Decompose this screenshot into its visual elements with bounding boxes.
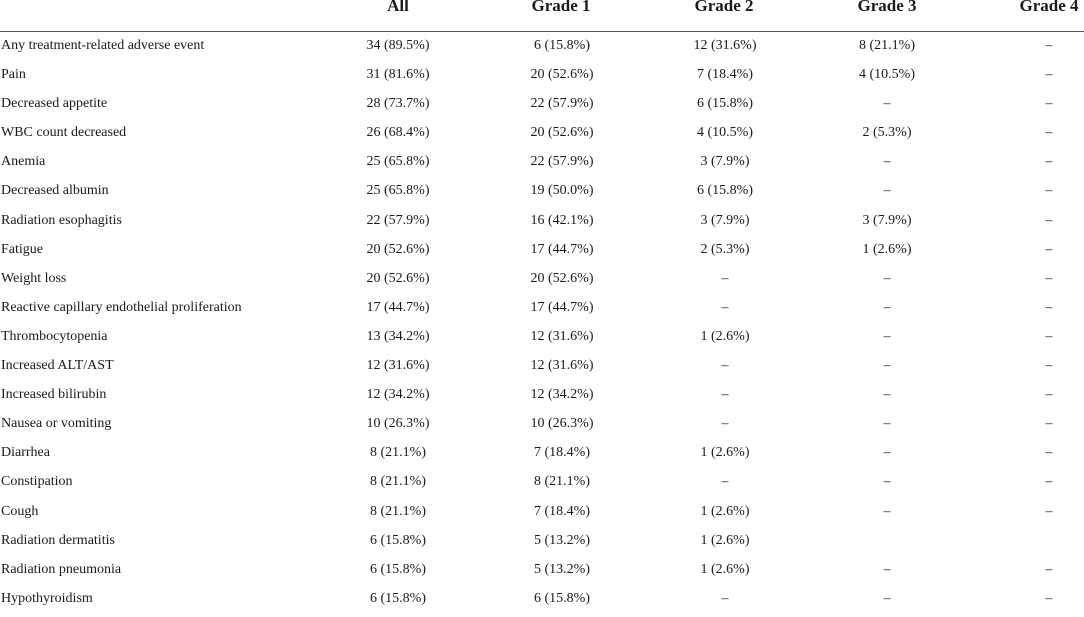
grade-1-count: 20 (52.6%) <box>530 67 594 83</box>
grade-2-count: – <box>721 387 729 403</box>
all-count: 8 (21.1%) <box>370 445 426 461</box>
grade-1-count: 12 (31.6%) <box>530 328 594 344</box>
grade-2-count: 3 (7.9%) <box>700 154 750 170</box>
grade-2-count: 3 (7.9%) <box>700 212 750 228</box>
all-count: 8 (21.1%) <box>370 503 426 519</box>
event-name: Any treatment-related adverse event <box>1 38 205 53</box>
all-count: 26 (68.4%) <box>366 125 430 141</box>
table-row <box>0 90 1084 119</box>
grade-2-count: – <box>721 270 729 286</box>
grade-3-count: – <box>883 590 891 606</box>
grade-2-count: – <box>721 358 729 374</box>
table-row <box>0 177 1084 206</box>
grade-1-count: 6 (15.8%) <box>534 38 590 53</box>
header-all: All <box>387 0 409 15</box>
all-count: 31 (81.6%) <box>366 67 430 83</box>
table-row <box>0 294 1084 323</box>
table-row <box>0 119 1084 148</box>
all-count: 6 (15.8%) <box>370 532 426 548</box>
event-name: Increased bilirubin <box>1 387 107 403</box>
all-count: 13 (34.2%) <box>366 328 430 344</box>
grade-4-count: – <box>1045 299 1053 315</box>
grade-4-count: – <box>1045 328 1053 344</box>
grade-1-count: 8 (21.1%) <box>534 474 590 490</box>
grade-2-count: – <box>721 416 729 432</box>
grade-1-count: 7 (18.4%) <box>534 503 590 519</box>
grade-1-count: 12 (34.2%) <box>530 387 594 403</box>
grade-1-count: 20 (52.6%) <box>530 125 594 141</box>
grade-4-count: – <box>1045 270 1053 286</box>
table-body <box>0 32 1084 614</box>
all-count: 12 (31.6%) <box>366 358 430 374</box>
grade-2-count: – <box>721 474 729 490</box>
table-row <box>0 439 1084 468</box>
table-row <box>0 585 1084 614</box>
table-row <box>0 61 1084 90</box>
grade-3-count: 4 (10.5%) <box>859 67 915 83</box>
all-count: 8 (21.1%) <box>370 474 426 490</box>
table-row <box>0 410 1084 439</box>
event-name: Decreased albumin <box>1 183 109 199</box>
all-count: 25 (65.8%) <box>366 183 430 199</box>
all-count: 12 (34.2%) <box>366 387 430 403</box>
event-name: Radiation dermatitis <box>1 532 115 548</box>
event-name: Pain <box>1 67 26 83</box>
table-header <box>0 0 1084 32</box>
header-grade-4: Grade 4 <box>1019 0 1079 15</box>
grade-3-count: – <box>883 270 891 286</box>
event-name: Radiation esophagitis <box>1 212 122 228</box>
grade-3-count: 8 (21.1%) <box>859 38 915 53</box>
grade-1-count: 12 (31.6%) <box>530 358 594 374</box>
event-name: Nausea or vomiting <box>1 416 112 432</box>
grade-4-count: – <box>1045 154 1053 170</box>
grade-3-count: 2 (5.3%) <box>862 125 912 141</box>
grade-1-count: 19 (50.0%) <box>530 183 594 199</box>
grade-2-count: – <box>721 299 729 315</box>
grade-3-count: – <box>883 358 891 374</box>
grade-1-count: 17 (44.7%) <box>530 241 594 257</box>
all-count: 6 (15.8%) <box>370 590 426 606</box>
grade-3-count: – <box>883 474 891 490</box>
grade-2-count: 1 (2.6%) <box>700 503 750 519</box>
grade-1-count: 6 (15.8%) <box>534 590 590 606</box>
all-count: 22 (57.9%) <box>366 212 430 228</box>
grade-2-count: 1 (2.6%) <box>700 445 750 461</box>
grade-3-count: – <box>883 561 891 577</box>
grade-2-count: 1 (2.6%) <box>700 328 750 344</box>
grade-4-count: – <box>1045 445 1053 461</box>
all-count: 10 (26.3%) <box>366 416 430 432</box>
all-count: 20 (52.6%) <box>366 241 430 257</box>
grade-4-count: – <box>1045 96 1053 112</box>
grade-1-count: 22 (57.9%) <box>530 154 594 170</box>
event-name: Diarrhea <box>1 445 50 461</box>
table-row <box>0 381 1084 410</box>
header-grade-2: Grade 2 <box>694 0 754 15</box>
grade-3-count: – <box>883 96 891 112</box>
grade-2-count: 7 (18.4%) <box>697 67 753 83</box>
grade-4-count: – <box>1045 416 1053 432</box>
grade-1-count: 20 (52.6%) <box>530 270 594 286</box>
grade-2-count: – <box>721 590 729 606</box>
grade-4-count: – <box>1045 38 1053 53</box>
all-count: 34 (89.5%) <box>366 38 430 53</box>
grade-1-count: 22 (57.9%) <box>530 96 594 112</box>
grade-2-count: 2 (5.3%) <box>700 241 750 257</box>
grade-4-count: – <box>1045 590 1053 606</box>
grade-2-count: 12 (31.6%) <box>693 38 757 53</box>
table-row <box>0 148 1084 177</box>
all-count: 28 (73.7%) <box>366 96 430 112</box>
event-name: Fatigue <box>1 241 43 257</box>
grade-4-count: – <box>1045 125 1053 141</box>
grade-4-count: – <box>1045 241 1053 257</box>
grade-1-count: 7 (18.4%) <box>534 445 590 461</box>
table-row <box>0 265 1084 294</box>
event-name: WBC count decreased <box>1 125 127 141</box>
table-row <box>0 207 1084 236</box>
grade-1-count: 5 (13.2%) <box>534 532 590 548</box>
grade-3-count: – <box>883 387 891 403</box>
grade-2-count: 1 (2.6%) <box>700 532 750 548</box>
table-row <box>0 323 1084 352</box>
all-count: 20 (52.6%) <box>366 270 430 286</box>
table-row <box>0 32 1084 61</box>
grade-3-count: – <box>883 445 891 461</box>
grade-3-count: – <box>883 416 891 432</box>
grade-2-count: 6 (15.8%) <box>697 183 753 199</box>
table-row <box>0 556 1084 585</box>
table-row <box>0 498 1084 527</box>
grade-3-count: – <box>883 299 891 315</box>
event-name: Weight loss <box>1 270 67 286</box>
grade-4-count: – <box>1045 387 1053 403</box>
grade-4-count: – <box>1045 503 1053 519</box>
grade-2-count: 1 (2.6%) <box>700 561 750 577</box>
grade-1-count: 5 (13.2%) <box>534 561 590 577</box>
grade-3-count: 3 (7.9%) <box>862 212 912 228</box>
grade-4-count: – <box>1045 474 1053 490</box>
grade-4-count: – <box>1045 183 1053 199</box>
grade-3-count: 1 (2.6%) <box>862 241 912 257</box>
event-name: Reactive capillary endothelial proliferation <box>1 299 242 315</box>
table-row <box>0 527 1084 556</box>
event-name: Hypothyroidism <box>1 590 93 606</box>
grade-1-count: 17 (44.7%) <box>530 299 594 315</box>
event-name: Cough <box>1 503 39 519</box>
grade-3-count: – <box>883 154 891 170</box>
grade-4-count: – <box>1045 561 1053 577</box>
grade-1-count: 16 (42.1%) <box>530 212 594 228</box>
grade-4-count: – <box>1045 212 1053 228</box>
header-grade-1: Grade 1 <box>531 0 591 15</box>
event-name: Radiation pneumonia <box>1 561 122 577</box>
all-count: 25 (65.8%) <box>366 154 430 170</box>
grade-3-count: – <box>883 328 891 344</box>
grade-4-count: – <box>1045 358 1053 374</box>
table-row <box>0 236 1084 265</box>
event-name: Decreased appetite <box>1 96 108 112</box>
grade-1-count: 10 (26.3%) <box>530 416 594 432</box>
table-row <box>0 468 1084 497</box>
grade-2-count: 4 (10.5%) <box>697 125 753 141</box>
grade-4-count: – <box>1045 67 1053 83</box>
table-row <box>0 352 1084 381</box>
event-name: Anemia <box>1 154 46 170</box>
event-name: Increased ALT/AST <box>1 358 114 374</box>
all-count: 6 (15.8%) <box>370 561 426 577</box>
event-name: Constipation <box>1 474 73 490</box>
grade-3-count: – <box>883 503 891 519</box>
grade-3-count: – <box>883 183 891 199</box>
grade-2-count: 6 (15.8%) <box>697 96 753 112</box>
header-grade-3: Grade 3 <box>857 0 917 15</box>
all-count: 17 (44.7%) <box>366 299 430 315</box>
event-name: Thrombocytopenia <box>1 328 108 344</box>
